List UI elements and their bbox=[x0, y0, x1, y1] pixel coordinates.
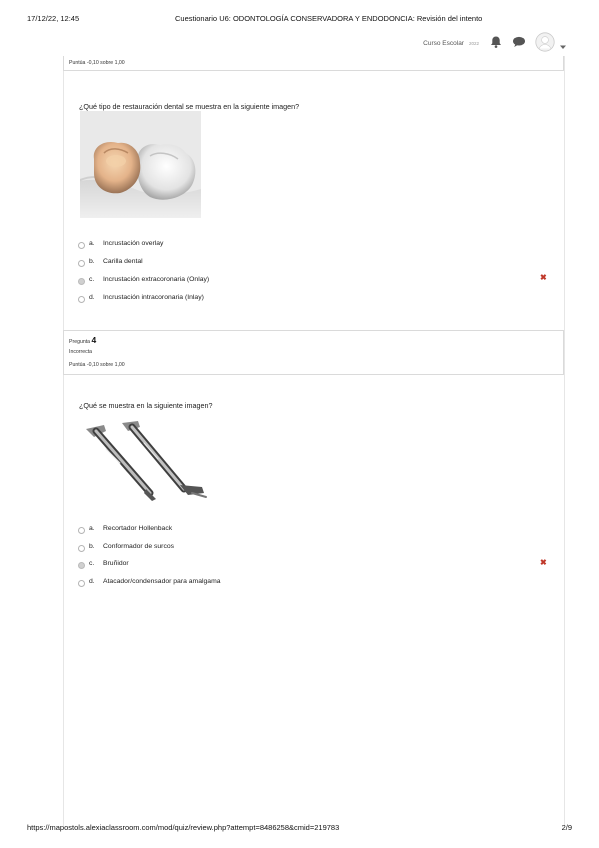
question-3-text: ¿Qué tipo de restauración dental se muestra en la siguiente imagen? bbox=[79, 102, 300, 111]
incorrect-icon: ✖ bbox=[540, 273, 547, 282]
option-letter: b. bbox=[89, 258, 95, 265]
question-3-info bbox=[63, 56, 564, 71]
radio-button-selected[interactable] bbox=[78, 278, 85, 285]
incorrect-icon: ✖ bbox=[540, 558, 547, 567]
question-4-info bbox=[63, 330, 564, 375]
print-title: Cuestionario U6: ODONTOLOGÍA CONSERVADORA Y ENDODONCIA: Revisión del intento bbox=[175, 14, 483, 23]
option-letter: d. bbox=[89, 294, 95, 301]
radio-button[interactable] bbox=[78, 545, 85, 552]
option-text: Bruñidor bbox=[103, 560, 129, 567]
radio-button[interactable] bbox=[78, 242, 85, 249]
question-number: 4 bbox=[91, 335, 97, 345]
course-selector[interactable] bbox=[423, 40, 479, 47]
chat-icon[interactable] bbox=[512, 35, 526, 49]
option-letter: c. bbox=[89, 560, 95, 567]
option-letter: c. bbox=[89, 276, 95, 283]
option-letter: a. bbox=[89, 240, 95, 247]
print-date: 17/12/22, 12:45 bbox=[27, 14, 80, 23]
option-text: Recortador Hollenback bbox=[103, 525, 173, 532]
question-4-score: Puntúa -0,10 sobre 1,00 bbox=[69, 362, 125, 368]
question-4-state: Incorrecta bbox=[69, 349, 93, 355]
radio-button-selected[interactable] bbox=[78, 562, 85, 569]
bell-icon[interactable] bbox=[489, 35, 503, 49]
course-year: 2022 bbox=[468, 41, 479, 46]
option-letter: d. bbox=[89, 578, 95, 585]
question-3-score: Puntúa -0,10 sobre 1,00 bbox=[69, 60, 125, 66]
user-avatar-icon[interactable] bbox=[535, 32, 555, 52]
question-4-heading bbox=[69, 335, 96, 345]
caret-down-icon[interactable] bbox=[559, 38, 567, 46]
radio-button[interactable] bbox=[78, 260, 85, 267]
option-text: Carilla dental bbox=[103, 258, 143, 265]
dental-restoration-image bbox=[80, 111, 201, 218]
course-label: Curso Escolar bbox=[423, 40, 464, 47]
dental-instruments-image bbox=[80, 417, 211, 503]
option-text: Atacador/condensador para amalgama bbox=[103, 578, 221, 585]
page-url: https://mapostols.alexiaclassroom.com/mod/quiz/review.php?attempt=8486258&cmid=219783 bbox=[27, 823, 340, 832]
option-text: Incrustación extracoronaria (Onlay) bbox=[103, 276, 210, 283]
radio-button[interactable] bbox=[78, 296, 85, 303]
option-text: Incrustación overlay bbox=[103, 240, 164, 247]
option-letter: a. bbox=[89, 525, 95, 532]
top-navbar bbox=[0, 30, 599, 56]
page-number: 2/9 bbox=[561, 823, 572, 832]
print-header bbox=[27, 14, 572, 26]
radio-button[interactable] bbox=[78, 527, 85, 534]
radio-button[interactable] bbox=[78, 580, 85, 587]
question-label: Pregunta bbox=[69, 339, 91, 345]
option-letter: b. bbox=[89, 543, 95, 550]
option-text: Incrustación intracoronaria (Inlay) bbox=[103, 294, 204, 301]
option-text: Conformador de surcos bbox=[103, 543, 175, 550]
question-4-text: ¿Qué se muestra en la siguiente imagen? bbox=[79, 401, 213, 410]
